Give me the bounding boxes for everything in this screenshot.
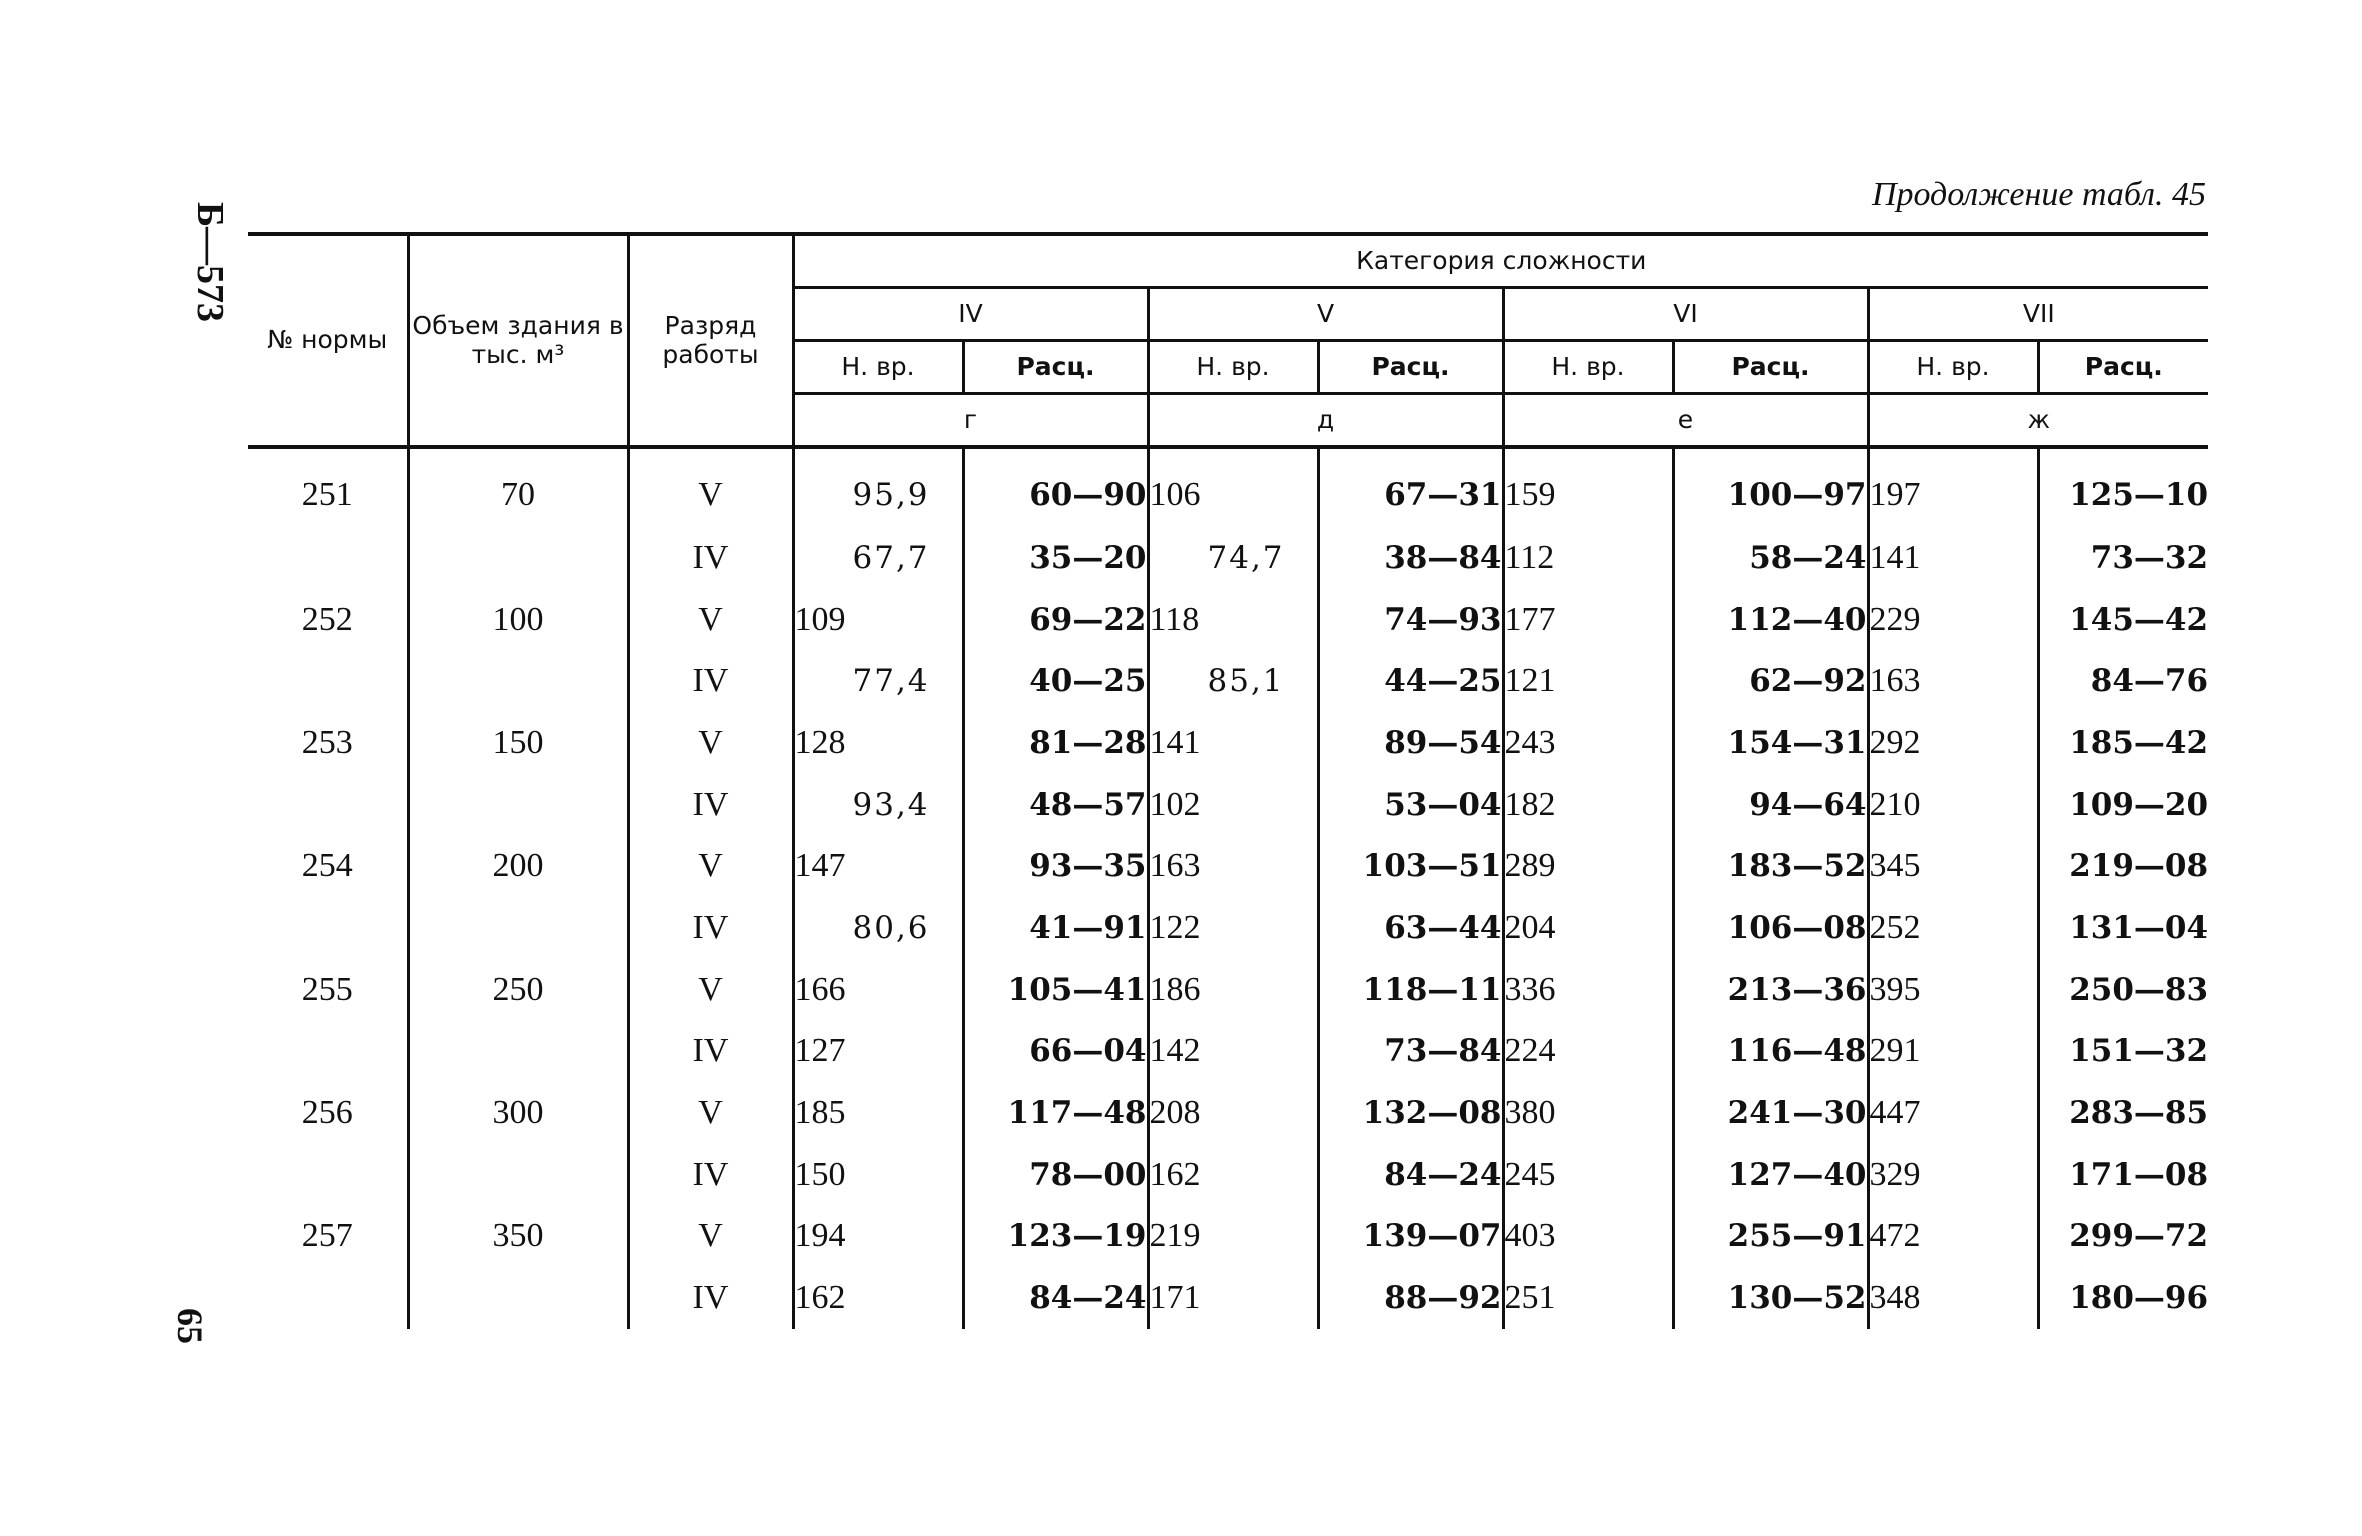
header-column-letter: д xyxy=(1148,394,1503,448)
time-norm-cell: 194 xyxy=(793,1206,963,1268)
time-norm-cell: 182 xyxy=(1503,774,1673,836)
time-norm-cell: 80,6 xyxy=(793,897,963,959)
building-volume-cell: 350 xyxy=(408,1206,628,1268)
time-norm-cell: 93,4 xyxy=(793,774,963,836)
rate-cell: 78—00 xyxy=(963,1144,1148,1206)
time-norm-cell: 162 xyxy=(1148,1144,1318,1206)
time-norm-cell: 186 xyxy=(1148,959,1318,1021)
rate-cell: 213—36 xyxy=(1673,959,1868,1021)
time-norm-cell: 162 xyxy=(793,1267,963,1329)
table-row xyxy=(248,774,2208,836)
time-norm-cell: 142 xyxy=(1148,1021,1318,1083)
time-norm-cell: 95,9 xyxy=(793,447,963,527)
building-volume-cell xyxy=(408,1144,628,1206)
table-row xyxy=(248,959,2208,1021)
time-norm-cell: 163 xyxy=(1868,650,2038,712)
building-volume-cell: 200 xyxy=(408,835,628,897)
rate-cell: 183—52 xyxy=(1673,835,1868,897)
header-rate: Расц. xyxy=(963,341,1148,394)
work-grade-cell: V xyxy=(628,712,793,774)
rate-cell: 180—96 xyxy=(2038,1267,2208,1329)
time-norm-cell: 329 xyxy=(1868,1144,2038,1206)
rate-cell: 219—08 xyxy=(2038,835,2208,897)
work-grade-cell: V xyxy=(628,589,793,651)
header-category: IV xyxy=(793,288,1148,341)
norm-number-cell xyxy=(248,527,408,589)
rate-cell: 84—76 xyxy=(2038,650,2208,712)
work-grade-cell: V xyxy=(628,959,793,1021)
header-norm-no: № нормы xyxy=(248,234,408,447)
table-row xyxy=(248,1267,2208,1329)
rate-cell: 116—48 xyxy=(1673,1021,1868,1083)
rate-cell: 74—93 xyxy=(1318,589,1503,651)
norm-number-cell: 251 xyxy=(301,476,353,513)
building-volume-cell xyxy=(408,774,628,836)
rate-cell: 88—92 xyxy=(1318,1267,1503,1329)
work-grade-cell: IV xyxy=(628,1144,793,1206)
table-row xyxy=(248,835,2208,897)
time-norm-cell: 106 xyxy=(1148,447,1318,527)
building-volume-cell xyxy=(408,650,628,712)
rate-cell: 41—91 xyxy=(963,897,1148,959)
header-time-norm: Н. вр. xyxy=(793,341,963,394)
time-norm-cell: 208 xyxy=(1148,1082,1318,1144)
time-norm-cell: 472 xyxy=(1868,1206,2038,1268)
time-norm-cell: 67,7 xyxy=(793,527,963,589)
rate-cell: 93—35 xyxy=(963,835,1148,897)
work-grade-cell: V xyxy=(628,1082,793,1144)
time-norm-cell: 109 xyxy=(793,589,963,651)
time-norm-cell: 122 xyxy=(1148,897,1318,959)
header-building-volume: Объем здания в тыс. м³ xyxy=(408,234,628,447)
time-norm-cell: 252 xyxy=(1868,897,2038,959)
rate-cell: 283—85 xyxy=(2038,1082,2208,1144)
building-volume-cell: 300 xyxy=(408,1082,628,1144)
norm-number-cell xyxy=(248,650,408,712)
time-norm-cell: 121 xyxy=(1503,650,1673,712)
time-norm-cell: 85,1 xyxy=(1148,650,1318,712)
time-norm-cell: 77,4 xyxy=(793,650,963,712)
time-norm-cell: 251 xyxy=(1503,1267,1673,1329)
time-norm-cell: 289 xyxy=(1503,835,1673,897)
building-volume-cell: 150 xyxy=(408,712,628,774)
rate-cell: 118—11 xyxy=(1318,959,1503,1021)
table-row xyxy=(248,897,2208,959)
rate-cell: 103—51 xyxy=(1318,835,1503,897)
rate-cell: 40—25 xyxy=(963,650,1148,712)
work-grade-cell: IV xyxy=(628,527,793,589)
time-norm-cell: 245 xyxy=(1503,1144,1673,1206)
rate-cell: 63—44 xyxy=(1318,897,1503,959)
table-row xyxy=(248,1082,2208,1144)
rate-cell: 94—64 xyxy=(1673,774,1868,836)
time-norm-cell: 292 xyxy=(1868,712,2038,774)
time-norm-cell: 291 xyxy=(1868,1021,2038,1083)
header-work-grade: Разряд работы xyxy=(628,234,793,447)
document-code: Б—573 xyxy=(189,201,232,323)
header-complexity: Категория сложности xyxy=(793,234,2208,288)
header-time-norm: Н. вр. xyxy=(1503,341,1673,394)
rate-cell: 123—19 xyxy=(963,1206,1148,1268)
rate-cell: 139—07 xyxy=(1318,1206,1503,1268)
rate-cell: 60—90 xyxy=(963,447,1148,527)
building-volume-cell: 100 xyxy=(408,589,628,651)
work-grade-cell: IV xyxy=(628,897,793,959)
header-rate: Расц. xyxy=(2038,341,2208,394)
time-norm-cell: 210 xyxy=(1868,774,2038,836)
header-column-letter: г xyxy=(793,394,1148,448)
rate-cell: 100—97 xyxy=(1673,447,1868,527)
rate-cell: 89—54 xyxy=(1318,712,1503,774)
rate-cell: 53—04 xyxy=(1318,774,1503,836)
time-norm-cell: 112 xyxy=(1503,527,1673,589)
time-norm-cell: 141 xyxy=(1148,712,1318,774)
table-row xyxy=(248,1021,2208,1083)
table-caption: Продолжение табл. 45 xyxy=(1871,176,2206,213)
time-norm-cell: 159 xyxy=(1503,447,1673,527)
time-norm-cell: 171 xyxy=(1148,1267,1318,1329)
table-row xyxy=(248,712,2208,774)
time-norm-cell: 224 xyxy=(1503,1021,1673,1083)
time-norm-cell: 74,7 xyxy=(1148,527,1318,589)
rate-cell: 127—40 xyxy=(1673,1144,1868,1206)
header-category: V xyxy=(1148,288,1503,341)
rate-cell: 84—24 xyxy=(963,1267,1148,1329)
header-category: VII xyxy=(1868,288,2208,341)
norm-number-cell xyxy=(248,897,408,959)
work-grade-cell: IV xyxy=(628,1021,793,1083)
time-norm-cell: 403 xyxy=(1503,1206,1673,1268)
table-row xyxy=(248,447,2208,527)
norm-number-cell: 252 xyxy=(301,600,353,638)
rate-cell: 105—41 xyxy=(963,959,1148,1021)
time-norm-cell: 118 xyxy=(1148,589,1318,651)
rate-cell: 48—57 xyxy=(963,774,1148,836)
page-number: 65 xyxy=(170,1308,210,1344)
rate-cell: 145—42 xyxy=(2038,589,2208,651)
norm-number-cell xyxy=(248,1144,408,1206)
building-volume-cell xyxy=(408,1267,628,1329)
time-norm-cell: 147 xyxy=(793,835,963,897)
norm-number-cell: 257 xyxy=(301,1217,353,1255)
norm-number-cell: 256 xyxy=(301,1094,353,1132)
time-norm-cell: 197 xyxy=(1868,447,2038,527)
time-norm-cell: 150 xyxy=(793,1144,963,1206)
time-norm-cell: 185 xyxy=(793,1082,963,1144)
table-header xyxy=(248,234,2208,447)
rate-cell: 44—25 xyxy=(1318,650,1503,712)
table-row xyxy=(248,1144,2208,1206)
table-row xyxy=(248,650,2208,712)
rate-cell: 171—08 xyxy=(2038,1144,2208,1206)
rate-cell: 299—72 xyxy=(2038,1206,2208,1268)
norms-table xyxy=(248,232,2208,1329)
rate-cell: 255—91 xyxy=(1673,1206,1868,1268)
norm-number-cell: 254 xyxy=(301,847,353,885)
header-rate: Расц. xyxy=(1673,341,1868,394)
norm-number-cell xyxy=(248,1267,408,1329)
work-grade-cell: IV xyxy=(628,1267,793,1329)
norm-number-cell xyxy=(248,774,408,836)
rate-cell: 154—31 xyxy=(1673,712,1868,774)
rate-cell: 38—84 xyxy=(1318,527,1503,589)
time-norm-cell: 166 xyxy=(793,959,963,1021)
work-grade-cell: V xyxy=(628,1206,793,1268)
header-time-norm: Н. вр. xyxy=(1148,341,1318,394)
time-norm-cell: 243 xyxy=(1503,712,1673,774)
rate-cell: 241—30 xyxy=(1673,1082,1868,1144)
rate-cell: 62—92 xyxy=(1673,650,1868,712)
time-norm-cell: 219 xyxy=(1148,1206,1318,1268)
table-row xyxy=(248,527,2208,589)
time-norm-cell: 127 xyxy=(793,1021,963,1083)
rate-cell: 67—31 xyxy=(1318,447,1503,527)
time-norm-cell: 102 xyxy=(1148,774,1318,836)
norm-number-cell: 255 xyxy=(301,970,353,1008)
norm-number-cell xyxy=(248,1021,408,1083)
building-volume-cell xyxy=(408,527,628,589)
rate-cell: 73—32 xyxy=(2038,527,2208,589)
rate-cell: 250—83 xyxy=(2038,959,2208,1021)
rate-cell: 73—84 xyxy=(1318,1021,1503,1083)
rate-cell: 35—20 xyxy=(963,527,1148,589)
table-body xyxy=(248,447,2208,1329)
time-norm-cell: 204 xyxy=(1503,897,1673,959)
header-time-norm: Н. вр. xyxy=(1868,341,2038,394)
building-volume-cell: 70 xyxy=(408,447,628,527)
rate-cell: 106—08 xyxy=(1673,897,1868,959)
header-rate: Расц. xyxy=(1318,341,1503,394)
rate-cell: 117—48 xyxy=(963,1082,1148,1144)
rate-cell: 112—40 xyxy=(1673,589,1868,651)
rate-cell: 81—28 xyxy=(963,712,1148,774)
rate-cell: 66—04 xyxy=(963,1021,1148,1083)
rate-cell: 185—42 xyxy=(2038,712,2208,774)
rate-cell: 109—20 xyxy=(2038,774,2208,836)
building-volume-cell: 250 xyxy=(408,959,628,1021)
header-category: VI xyxy=(1503,288,1868,341)
work-grade-cell: V xyxy=(628,835,793,897)
rate-cell: 84—24 xyxy=(1318,1144,1503,1206)
header-column-letter: е xyxy=(1503,394,1868,448)
rate-cell: 130—52 xyxy=(1673,1267,1868,1329)
rate-cell: 69—22 xyxy=(963,589,1148,651)
time-norm-cell: 229 xyxy=(1868,589,2038,651)
time-norm-cell: 380 xyxy=(1503,1082,1673,1144)
building-volume-cell xyxy=(408,897,628,959)
work-grade-cell: V xyxy=(628,447,793,527)
building-volume-cell xyxy=(408,1021,628,1083)
table-row xyxy=(248,1206,2208,1268)
time-norm-cell: 163 xyxy=(1148,835,1318,897)
rate-cell: 58—24 xyxy=(1673,527,1868,589)
rate-cell: 151—32 xyxy=(2038,1021,2208,1083)
norm-number-cell: 253 xyxy=(301,723,353,761)
time-norm-cell: 177 xyxy=(1503,589,1673,651)
time-norm-cell: 447 xyxy=(1868,1082,2038,1144)
time-norm-cell: 336 xyxy=(1503,959,1673,1021)
header-column-letter: ж xyxy=(1868,394,2208,448)
time-norm-cell: 345 xyxy=(1868,835,2038,897)
work-grade-cell: IV xyxy=(628,774,793,836)
time-norm-cell: 395 xyxy=(1868,959,2038,1021)
time-norm-cell: 348 xyxy=(1868,1267,2038,1329)
time-norm-cell: 141 xyxy=(1868,527,2038,589)
table-row xyxy=(248,589,2208,651)
rate-cell: 125—10 xyxy=(2038,447,2208,527)
rate-cell: 131—04 xyxy=(2038,897,2208,959)
rate-cell: 132—08 xyxy=(1318,1082,1503,1144)
time-norm-cell: 128 xyxy=(793,712,963,774)
work-grade-cell: IV xyxy=(628,650,793,712)
